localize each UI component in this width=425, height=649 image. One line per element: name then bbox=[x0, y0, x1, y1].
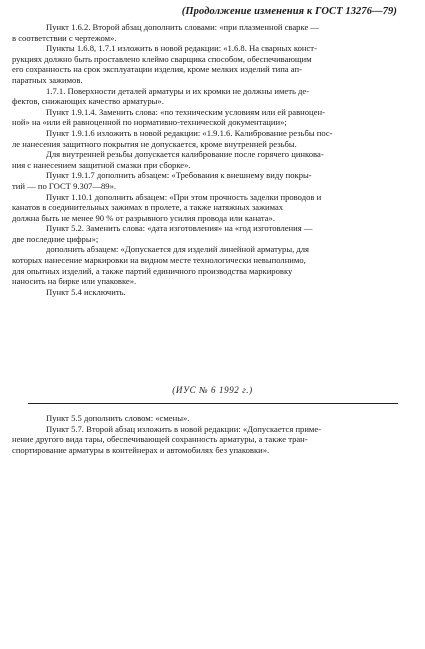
text-line: Пункт 1.9.1.4. Заменить слова: «по техническим условиям или ей равноцен- bbox=[46, 106, 325, 117]
document-body bbox=[12, 22, 414, 297]
text-line: Пункты 1.6.8, 1.7.1 изложить в новой редакции: «1.6.8. На сварных конст- bbox=[46, 43, 317, 54]
text-line: Пункт 1.6.2. Второй абзац дополнить словами: «при плазменной сварке — bbox=[46, 22, 319, 32]
publication-note: (ИУС № 6 1992 г.) bbox=[172, 385, 253, 395]
text-line: фектов, снижающих качество арматуры». bbox=[12, 96, 164, 107]
text-line: должна быть не менее 90 % от разрывного усилия провода или каната». bbox=[12, 212, 276, 223]
text-line: наносить на бирке или упаковке». bbox=[12, 276, 137, 287]
text-line: Пункт 5.2. Заменить слова: «дата изготовления» на «год изготовления — bbox=[46, 223, 313, 234]
text-line: Пункт 1.10.1 дополнить абзацем: «При этом прочность заделки проводов и bbox=[46, 191, 322, 202]
text-line: дополнить абзацем: «Допускается для изделий линейной арматуры, для bbox=[46, 244, 309, 255]
text-line: две последние цифры»; bbox=[12, 233, 99, 244]
text-line: ной» на «или ей равноценной по нормативно-технической документации»; bbox=[12, 117, 287, 128]
text-line: Пункт 5.4 исключить. bbox=[46, 286, 126, 297]
horizontal-divider bbox=[28, 403, 398, 404]
paragraph bbox=[12, 413, 414, 424]
text-line: нение другого вида тары, обеспечивающей сохранность арматуры, а также тран- bbox=[12, 434, 308, 445]
text-line: ле нанесения защитного покрытия не допускается, кроме внутренней резьбы. bbox=[12, 138, 297, 149]
text-line: паратных зажимов. bbox=[12, 74, 83, 85]
text-line: Пункт 5.5 дополнить словом: «смены». bbox=[46, 413, 190, 423]
text-line: 1.7.1. Поверхности деталей арматуры и их кромки не должны иметь де- bbox=[46, 85, 310, 96]
text-line: ния с нанесением защитной смазки при сборке». bbox=[12, 159, 191, 170]
text-line: Пункт 1.9.1.7 дополнить абзацем: «Требования к внешнему виду покры- bbox=[46, 170, 312, 181]
paragraph bbox=[12, 424, 414, 456]
document-body-continued bbox=[12, 413, 414, 455]
paragraph bbox=[12, 223, 414, 244]
text-line: спортирование арматуры в контейнерах и автомобилях без упаковки». bbox=[12, 444, 270, 455]
text-line: его сохранность на срок эксплуатации изделия, кроме мелких изделий типа ап- bbox=[12, 64, 302, 75]
text-line: Для внутренней резьбы допускается калибрование после горячего цинкова- bbox=[46, 149, 324, 160]
text-line: в соответствии с чертежом». bbox=[12, 32, 117, 43]
paragraph bbox=[12, 43, 414, 85]
paragraph bbox=[12, 287, 414, 298]
paragraph bbox=[12, 192, 414, 224]
text-line: для опытных изделий, а также партий единичного производства маркировку bbox=[12, 265, 293, 276]
paragraph bbox=[12, 107, 414, 149]
text-line: тий — по ГОСТ 9.307—89». bbox=[12, 180, 117, 191]
paragraph bbox=[12, 170, 414, 191]
text-line: рукциях должно быть проставлено клеймо сварщика способом, обеспечивающим bbox=[12, 53, 312, 64]
paragraph bbox=[12, 86, 414, 107]
text-line: Пункт 1.9.1.6 изложить в новой редакции: «1.9.1.6. Калибрование резьбы пос- bbox=[46, 127, 333, 138]
paragraph bbox=[12, 22, 414, 43]
text-line: Пункт 5.7. Второй абзац изложить в новой редакции: «Допускается приме- bbox=[46, 423, 322, 434]
page-header: (Продолжение изменения к ГОСТ 13276—79) bbox=[181, 6, 397, 17]
paragraph bbox=[12, 244, 414, 286]
text-line: канатов в соединительных зажимах в пролете, а также натяжных зажимах bbox=[12, 202, 284, 213]
text-line: которых нанесение маркировки на видном месте технологически невыполнимо, bbox=[12, 255, 306, 266]
paragraph bbox=[12, 149, 414, 170]
